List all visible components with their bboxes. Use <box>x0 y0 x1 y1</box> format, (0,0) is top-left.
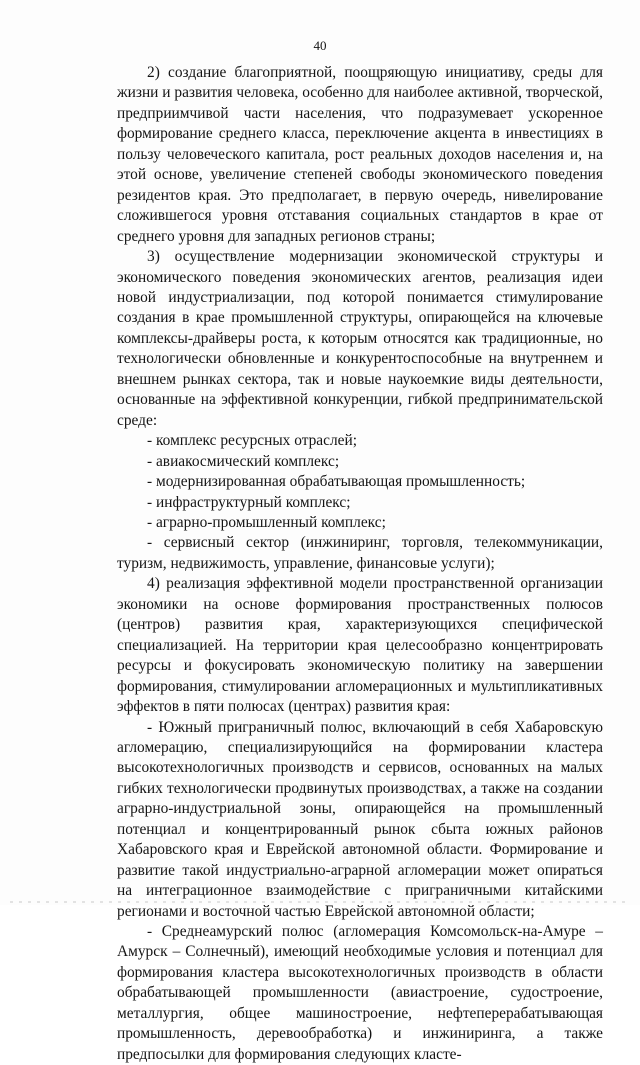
page-number: 40 <box>313 38 327 53</box>
list-item-agro-industrial: - аграрно-промышленный комплекс; <box>147 513 386 531</box>
paragraph-item-2: 2) создание благоприятной, поощряющую инициативу, среды для жизни и развития человека, особенно для наиболее активной, творческой, предприимчивой части населения, что подразумевает ускоренное формирование среднего класса, переключение акцента в инвестициях в пользу человеческого капитала, рост реальных доходов населения и, на этой основе, увеличение степеней свободы экономического поведения резидентов края. Это предполагает, в первую очередь, нивелирование сложившегося уровня отставания социальных стандартов в крае от среднего уровня для западных регионов страны; <box>117 64 603 245</box>
paragraph-item-4: 4) реализация эффективной модели пространственной организации экономики на основе формирования пространственных полюсов (центров) развития края, характеризующихся специфической специализацией. На территории края целесообразно концентрировать ресурсы и фокусировать экономическую политику на завершении формирования, стимулировании агломерационных и мультипликативных эффектов в пяти полюсах (центрах) развития края: <box>117 575 603 716</box>
document-body <box>117 63 603 1065</box>
list-item-service-sector: - сервисный сектор (инжиниринг, торговля, телекоммуникации, туризм, недвижимость, управление, финансовые услуги); <box>117 534 603 572</box>
list-item-manufacturing: - модернизированная обрабатывающая промышленность; <box>147 473 526 491</box>
list-item-aerospace-complex: - авиакосмический комплекс; <box>147 452 340 470</box>
list-item-resource-complex: - комплекс ресурсных отраслей; <box>147 432 357 450</box>
scan-edge-artifact <box>10 901 630 903</box>
paragraph-item-3: 3) осуществление модернизации экономической структуры и экономического поведения экономических агентов, реализация идеи новой индустриализации, под которой понимается стимулирование создания в крае промышленной структуры, опирающейся на ключевые комплексы-драйверы роста, к которым относятся как традиционные, но технологически обновленные и конкурентоспособные на внутреннем и внешнем рынках сектора, так и новые наукоемкие виды деятельности, основанные на эффективной конкуренции, гибкой предпринимательской среде: <box>117 248 603 429</box>
list-item-infrastructure: - инфраструктурный комплекс; <box>147 493 351 511</box>
paragraph-southern-pole: - Южный приграничный полюс, включающий в себя Хабаровскую агломерацию, специализирующийся на формировании кластера высокотехнологичных производств и сервисов, основанных на малых гибких технологически продвинутых производствах, а также на создании аграрно-индустриальной зоны, опирающейся на промышленный потенциал и концентрированный рынок сбыта южных районов Хабаровского края и Еврейской автономной области. Формирование и развитие такой индустриально-аграрной агломерации может опираться на интеграционное взаимодействие с приграничными китайскими регионами и восточной частью Еврейской автономной области; <box>117 718 603 920</box>
paragraph-middle-amur-pole: - Среднеамурский полюс (агломерация Комсомольск-на-Амуре – Амурск – Солнечный), имеющий необходимые условия и потенциал для формирования кластера высокотехнологичных производств в области обрабатывающей промышленности (авиастроение, судостроение, металлургия, общее машиностроение, нефтеперерабатывающая промышленность, деревообработка) и инжиниринга, а также предпосылки для формирования следующих класте- <box>117 923 603 1063</box>
